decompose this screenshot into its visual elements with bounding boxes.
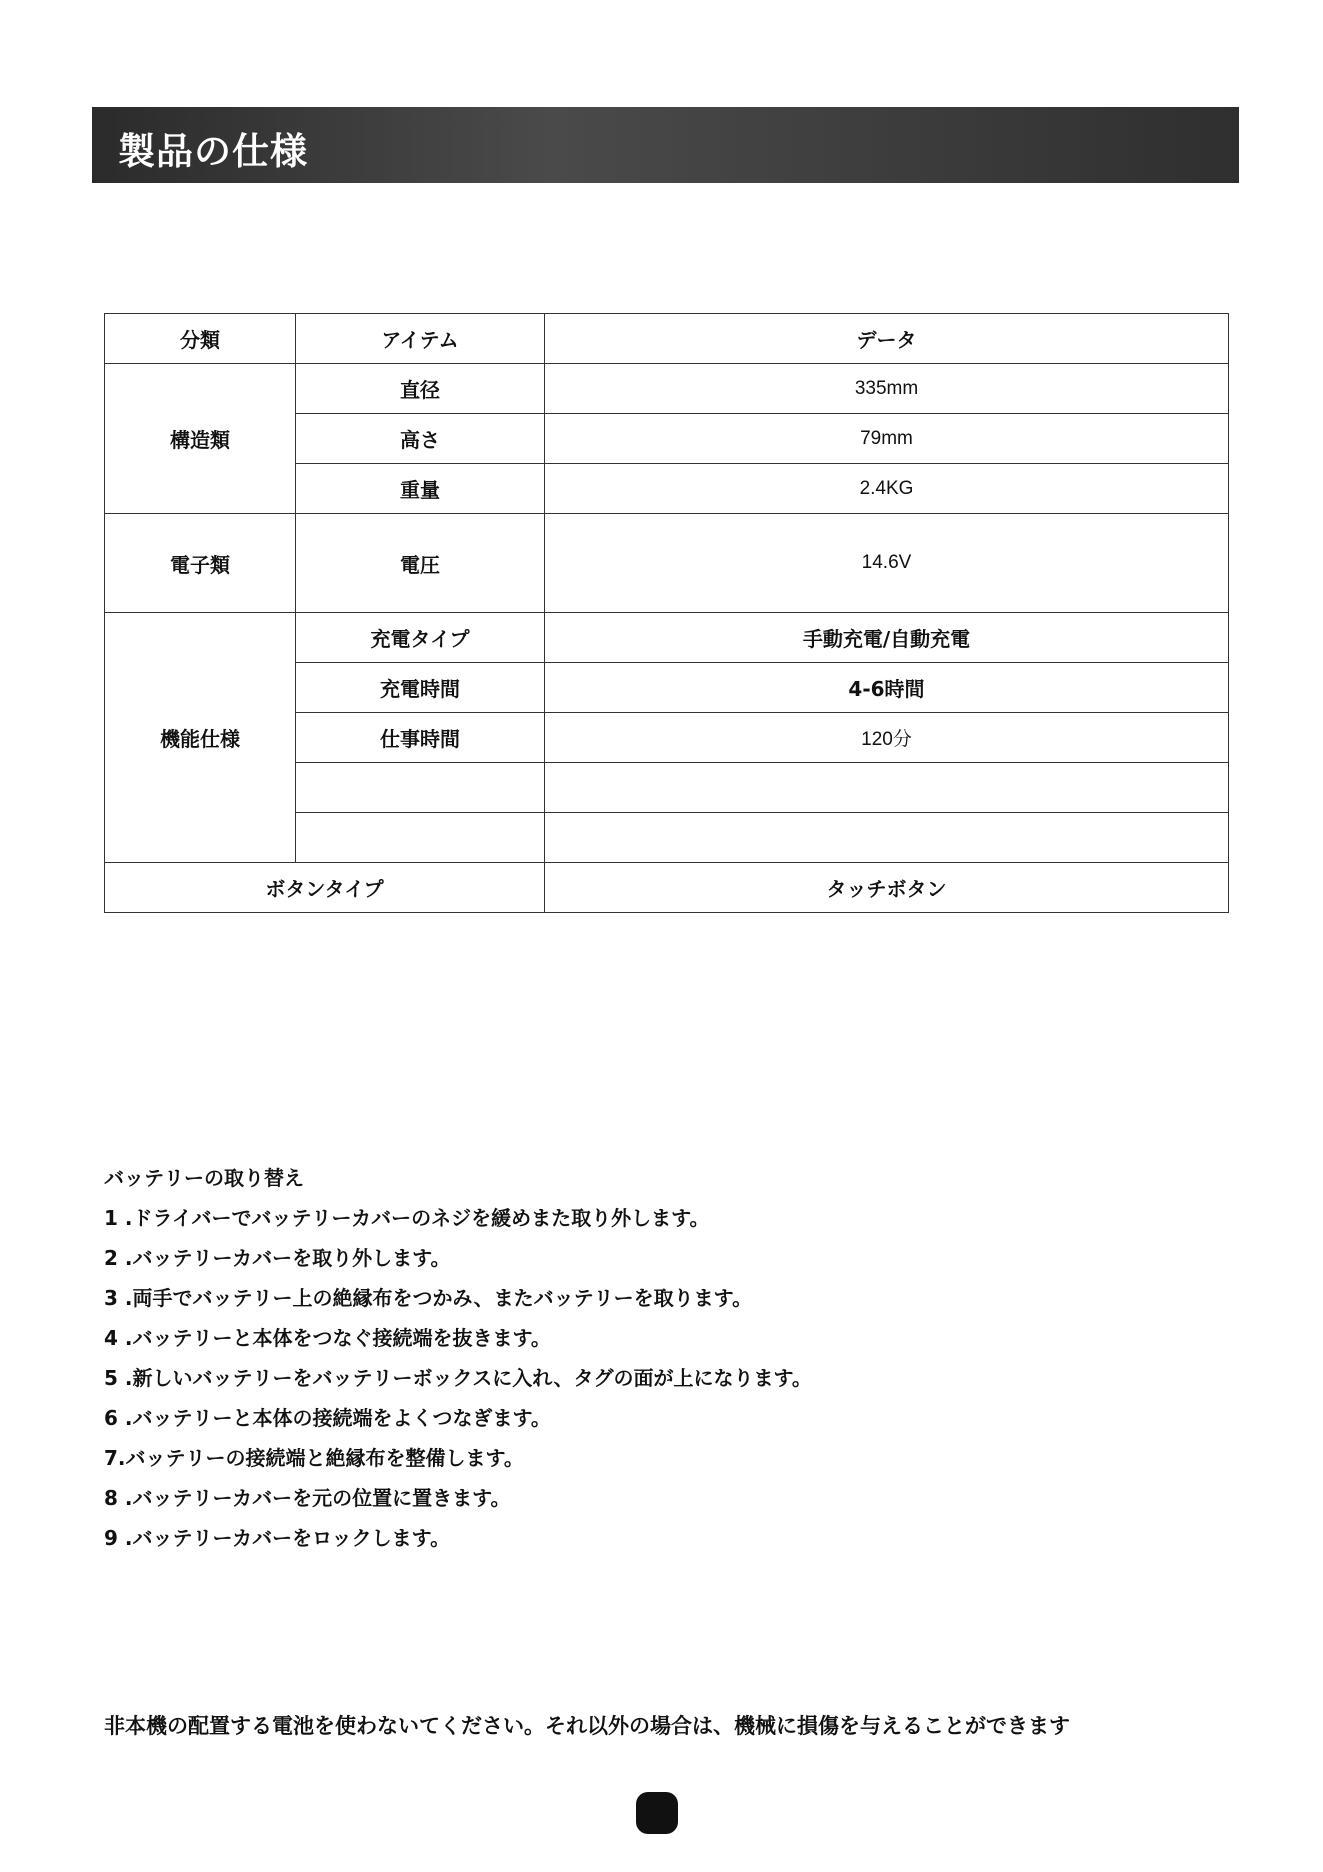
- page-title: 製品の仕様: [118, 130, 308, 173]
- header-category: 分類: [105, 314, 296, 364]
- step-item: 6 .バッテリーと本体の接続端をよくつなぎます。: [104, 1406, 551, 1430]
- row-item: 電圧: [296, 514, 545, 613]
- step-item: 3 .両手でバッテリー上の絶縁布をつかみ、またバッテリーを取ります。: [104, 1286, 753, 1310]
- row-data: 4-6時間: [545, 663, 1229, 713]
- row-item: 直径: [296, 364, 545, 414]
- row-item: [296, 763, 545, 813]
- step-item: 9 .バッテリーカバーをロックします。: [104, 1526, 451, 1550]
- table-row: [105, 364, 1229, 414]
- group-label-function: 機能仕様: [105, 613, 296, 863]
- step-item: 1 .ドライバーでバッテリーカバーのネジを緩めまた取り外します。: [104, 1206, 710, 1230]
- row-data: [545, 813, 1229, 863]
- group-label-structure: 構造類: [105, 364, 296, 514]
- button-type-data: タッチボタン: [545, 863, 1229, 913]
- step-item: 2 .バッテリーカバーを取り外します。: [104, 1246, 451, 1270]
- row-item: [296, 813, 545, 863]
- table-row: [105, 514, 1229, 613]
- table-header-row: [105, 314, 1229, 364]
- row-item: 仕事時間: [296, 713, 545, 763]
- step-item: 7.バッテリーの接続端と絶縁布を整備します。: [104, 1446, 524, 1470]
- row-data: 335mm: [545, 364, 1229, 414]
- row-data: 手動充電/自動充電: [545, 613, 1229, 663]
- page-header-bar: [92, 107, 1239, 183]
- header-data: データ: [545, 314, 1229, 364]
- page-number-badge: [636, 1792, 678, 1834]
- row-item: 充電時間: [296, 663, 545, 713]
- row-data: 14.6V: [545, 514, 1229, 613]
- spec-table: [104, 313, 1229, 913]
- step-item: 8 .バッテリーカバーを元の位置に置きます。: [104, 1486, 511, 1510]
- row-item: 充電タイプ: [296, 613, 545, 663]
- battery-replacement-section: [104, 1165, 1224, 1565]
- row-item: 重量: [296, 464, 545, 514]
- row-data: 120分: [545, 713, 1229, 763]
- table-row: [105, 863, 1229, 913]
- header-item: アイテム: [296, 314, 545, 364]
- battery-warning-note: 非本機の配置する電池を使わないてください。それ以外の場合は、機械に損傷を与えることができます: [104, 1714, 1070, 1738]
- row-data: 2.4KG: [545, 464, 1229, 514]
- step-item: 4 .バッテリーと本体をつなぐ接続端を抜きます。: [104, 1326, 551, 1350]
- group-label-electronics: 電子類: [105, 514, 296, 613]
- table-row: [105, 613, 1229, 663]
- button-type-label: ボタンタイプ: [105, 863, 545, 913]
- row-data: [545, 763, 1229, 813]
- row-data: 79mm: [545, 414, 1229, 464]
- step-item: 5 .新しいバッテリーをバッテリーボックスに入れ、タグの面が上になります。: [104, 1366, 812, 1390]
- row-item: 高さ: [296, 414, 545, 464]
- battery-section-title: バッテリーの取り替え: [104, 1166, 304, 1190]
